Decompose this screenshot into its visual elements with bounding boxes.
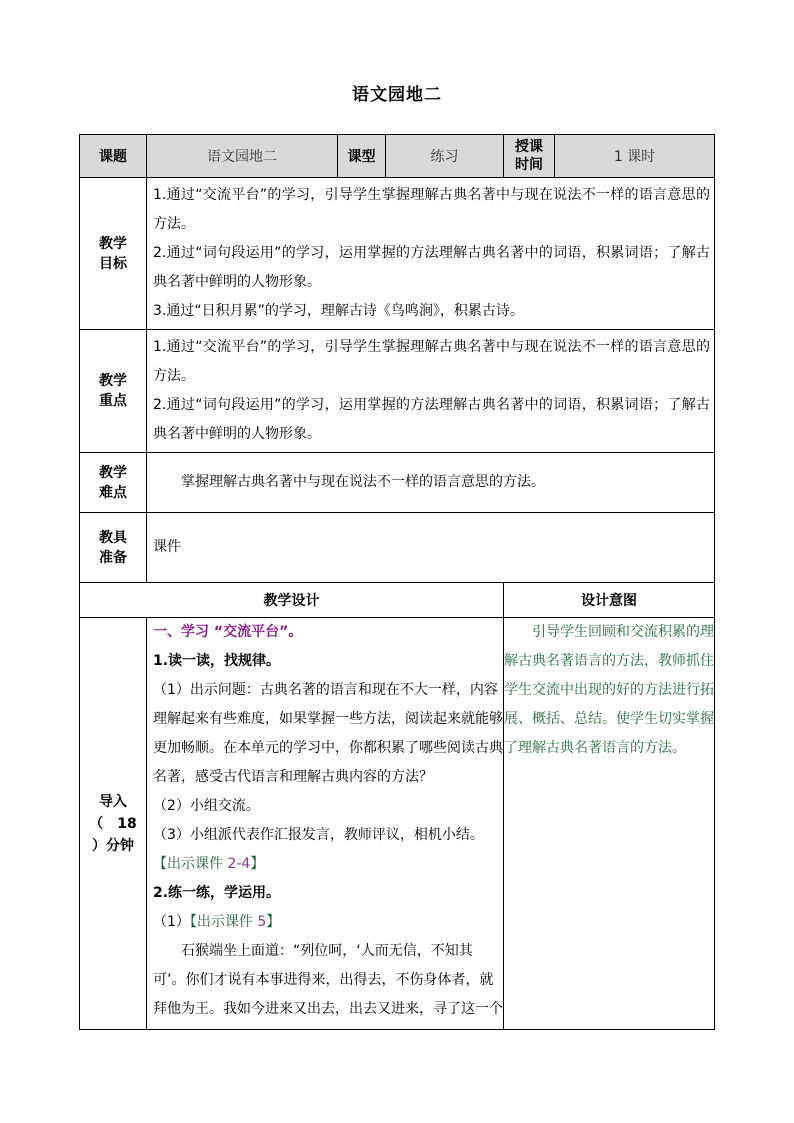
step-2-title: 2.练一练，学运用。: [153, 885, 281, 901]
intent-text: 引导学生回顾和交流积累的理解古典名著语言的方法，教师抓住学生交流中出现的好的方法进行拓展、概括、总结。使学生切实掌握了理解古典名著语言的方法。: [504, 624, 714, 756]
ppt-note-2: [153, 908, 497, 937]
excerpt-line-a: 石猴端坐上面道：“列位呵，‘人而无信，不知其: [181, 943, 473, 959]
key-points-content: [147, 330, 715, 453]
ppt-note-2-prefix: 【出示课件: [189, 914, 258, 930]
goals-row: [80, 178, 715, 330]
goals-content: [147, 178, 715, 330]
excerpt-line-c: 拜他为王。我如今进来又出去，出去又进来，寻了这一个: [153, 1001, 503, 1017]
ppt-note-1-number: 2-4: [227, 856, 251, 872]
difficulty-label-line1: 教学: [99, 464, 127, 481]
goals-label: [80, 178, 147, 330]
difficulty-row: [80, 453, 715, 513]
goals-label-line1: 教学: [99, 235, 127, 252]
time-label-line2: 时间: [515, 157, 543, 173]
intent-content: [504, 618, 715, 1030]
design-content: [147, 618, 504, 1030]
document-title: 语文园地二: [352, 85, 442, 105]
topic-label: 课题: [80, 135, 147, 178]
tools-label-line2: 准备: [99, 549, 127, 566]
design-body-row: [80, 618, 715, 1030]
difficulty-content: [147, 453, 715, 513]
question-3: （3）小组派代表作汇报发言，教师评议，相机小结。: [153, 827, 484, 843]
type-value: 练习: [386, 135, 504, 178]
goals-line-3: 3.通过“日积月累”的学习，理解古诗《鸟鸣涧》，积累古诗。: [153, 303, 524, 319]
key-points-line-2: 2.通过“词句段运用”的学习，运用掌握的方法理解古典名著中的词语，积累词语；了解古典名著中鲜明的人物形象。: [153, 397, 710, 442]
type-label: 课型: [338, 135, 386, 178]
key-points-label-line2: 重点: [99, 393, 127, 409]
time-label-line1: 授课: [515, 139, 543, 155]
step-1-title: 1.读一读，找规律。: [153, 653, 281, 669]
ppt-note-1: [153, 850, 497, 879]
difficulty-text: 掌握理解古典名著中与现在说法不一样的语言意思的方法。: [181, 474, 545, 490]
intro-label-line3: ）分钟: [92, 837, 134, 854]
key-points-row: [80, 330, 715, 453]
design-header: 教学设计: [80, 583, 504, 618]
design-header-row: [80, 583, 715, 618]
intro-label: [80, 618, 147, 1030]
excerpt-line-b: 可’。你们才说有本事进得来，出得去，不伤身体者，就: [153, 972, 494, 988]
key-points-line-1: 1.通过“交流平台”的学习，引导学生掌握理解古典名著中与现在说法不一样的语言意思的方法。: [153, 339, 710, 384]
difficulty-label-line2: 难点: [99, 484, 127, 501]
question-1-line-a: （1）出示问题：古典名著的语言和现在不大一样，内容: [153, 682, 498, 698]
time-value: 1 课时: [555, 135, 715, 178]
tools-text: 课件: [153, 539, 181, 555]
tools-row: [80, 513, 715, 583]
goals-line-2: 2.通过“词句段运用”的学习，运用掌握的方法理解古典名著中的词语，积累词语；了解古典名著中鲜明的人物形象。: [153, 245, 710, 290]
topic-value: 语文园地二: [147, 135, 338, 178]
tools-content: [147, 513, 715, 583]
goals-line-1: 1.通过“交流平台”的学习，引导学生掌握理解古典名著中与现在说法不一样的语言意思的方法。: [153, 187, 710, 232]
key-points-label-line1: 教学: [99, 373, 127, 389]
tools-label: [80, 513, 147, 583]
question-1-line-c: 更加畅顺。在本单元的学习中，你都积累了哪些阅读古典: [153, 740, 503, 756]
ppt-note-2-pre: （1）: [153, 914, 190, 930]
goals-label-line2: 目标: [99, 255, 127, 272]
ppt-note-1-suffix: 】: [250, 856, 265, 872]
design-scroll-area: [147, 618, 503, 1028]
question-2: （2）小组交流。: [153, 798, 260, 814]
question-1-line-b: 理解起来有些难度，如果掌握一些方法，阅读起来就能够: [153, 711, 503, 727]
section-1-title: 一、学习 “交流平台”。: [153, 624, 303, 640]
header-row: [80, 135, 715, 178]
ppt-note-2-suffix: 】: [266, 914, 281, 930]
ppt-note-2-number: 5: [257, 914, 267, 930]
lesson-plan-table: [79, 134, 715, 1030]
key-points-label: [80, 330, 147, 453]
question-1-line-d: 名著，感受古代语言和理解古典内容的方法？: [153, 769, 433, 785]
intent-header: 设计意图: [504, 583, 715, 618]
tools-label-line1: 教具: [99, 529, 127, 546]
intro-label-line2: （ 18: [89, 815, 137, 832]
difficulty-label: [80, 453, 147, 513]
ppt-note-1-prefix: 【出示课件: [153, 856, 228, 872]
time-label: [504, 135, 555, 178]
intro-label-line1: 导入: [99, 793, 127, 810]
